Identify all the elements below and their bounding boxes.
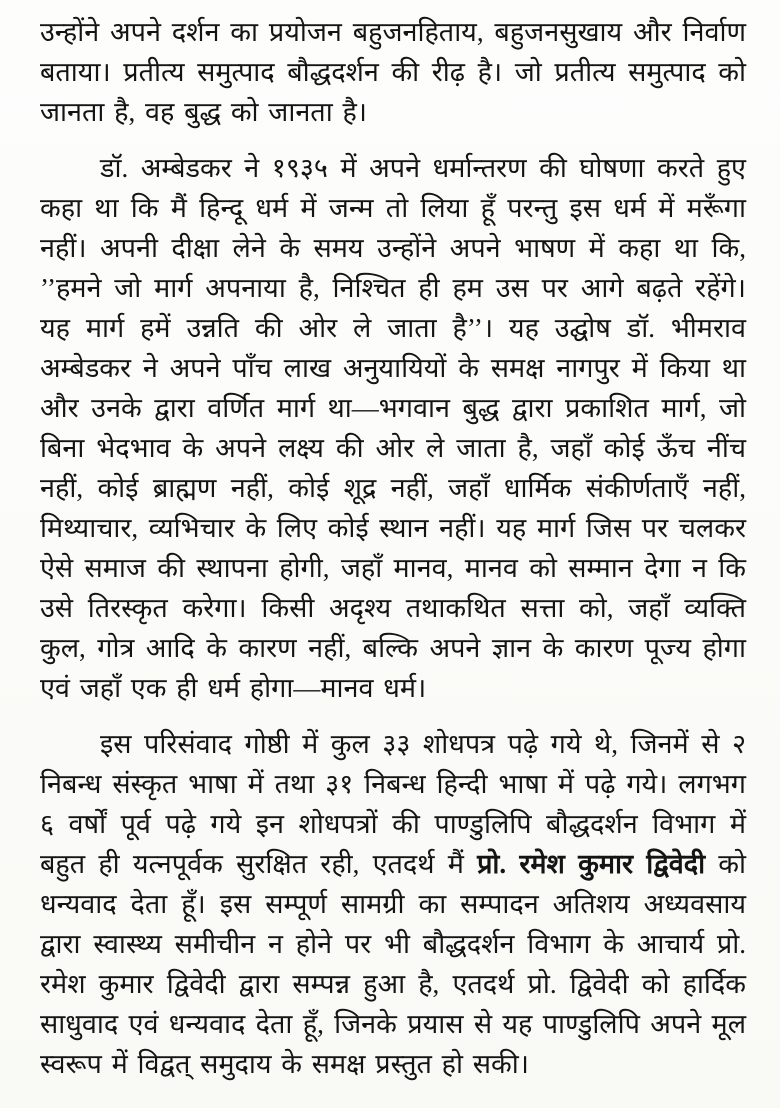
paragraph-3-text-before-bold: इस परिसंवाद गोष्ठी में कुल ३३ शोधपत्र पढ़े गये थे, जिनमें से २ निबन्ध संस्कृत भाषा में तथा ३१ निबन्ध हिन्दी भाषा में पढ़े गये। लगभग ६ वर्षों पूर्व पढ़े गये इन शोधपत्रों की पाण्डुलिपि बौद्धदर्शन विभाग में बहुत ही यत्नपूर्वक सुरक्षित रही, एतदर्थ मैं: [40, 729, 746, 879]
paragraph-3-text-after-bold: को धन्यवाद देता हूँ। इस सम्पूर्ण सामग्री का सम्पादन अतिशय अध्यवसाय द्वारा स्वास्थ्य समीचीन न होने पर भी बौद्धदर्शन विभाग के आचार्य प्रो. रमेश कुमार द्विवेदी द्वारा सम्पन्न हुआ है, एतदर्थ प्रो. द्विवेदी को हार्दिक साधुवाद एवं धन्यवाद देता हूँ, जिनके प्रयास से यह पाण्डुलिपि अपने मूल स्वरूप में विद्वत् समुदाय के समक्ष प्रस्तुत हो सकी।: [40, 849, 746, 1079]
paragraph-3: [40, 724, 746, 1084]
paragraph-1-text: उन्होंने अपने दर्शन का प्रयोजन बहुजनहिताय, बहुजनसुखाय और निर्वाण बताया। प्रतीत्य समुत्पाद बौद्धदर्शन की रीढ़ है। जो प्रतीत्य समुत्पाद को जानता है, वह बुद्ध को जानता है।: [40, 17, 746, 127]
paragraph-2: [40, 148, 746, 708]
paragraph-2-text: डॉ. अम्बेडकर ने १९३५ में अपने धर्मान्तरण की घोषणा करते हुए कहा था कि मैं हिन्दू धर्म में जन्म तो लिया हूँ परन्तु इस धर्म में मरूँगा नहीं। अपनी दीक्षा लेने के समय उन्होंने अपने भाषण में कहा था कि, ’’हमने जो मार्ग अपनाया है, निश्चित ही हम उस पर आगे बढ़ते रहेंगे। यह मार्ग हमें उन्नति की ओर ले जाता है’’। यह उद्घोष डॉ. भीमराव अम्बेडकर ने अपने पाँच लाख अनुयायियों के समक्ष नागपुर में किया था और उनके द्वारा वर्णित मार्ग था—भगवान बुद्ध द्वारा प्रकाशित मार्ग, जो बिना भेदभाव के अपने लक्ष्य की ओर ले जाता है, जहाँ कोई ऊँच नींच नहीं, कोई ब्राह्मण नहीं, कोई शूद्र नहीं, जहाँ धार्मिक संकीर्णताएँ नहीं, मिथ्याचार, व्यभिचार के लिए कोई स्थान नहीं। यह मार्ग जिस पर चलकर ऐसे समाज की स्थापना होगी, जहाँ मानव, मानव को सम्मान देगा न कि उसे तिरस्कृत करेगा। किसी अदृश्य तथाकथित सत्ता को, जहाँ व्यक्ति कुल, गोत्र आदि के कारण नहीं, बल्कि अपने ज्ञान के कारण पूज्य होगा एवं जहाँ एक ही धर्म होगा—मानव धर्म।: [40, 153, 746, 703]
paragraph-1: [40, 12, 746, 132]
paragraph-3-bold-name: प्रो. रमेश कुमार द्विवेदी: [477, 849, 706, 879]
